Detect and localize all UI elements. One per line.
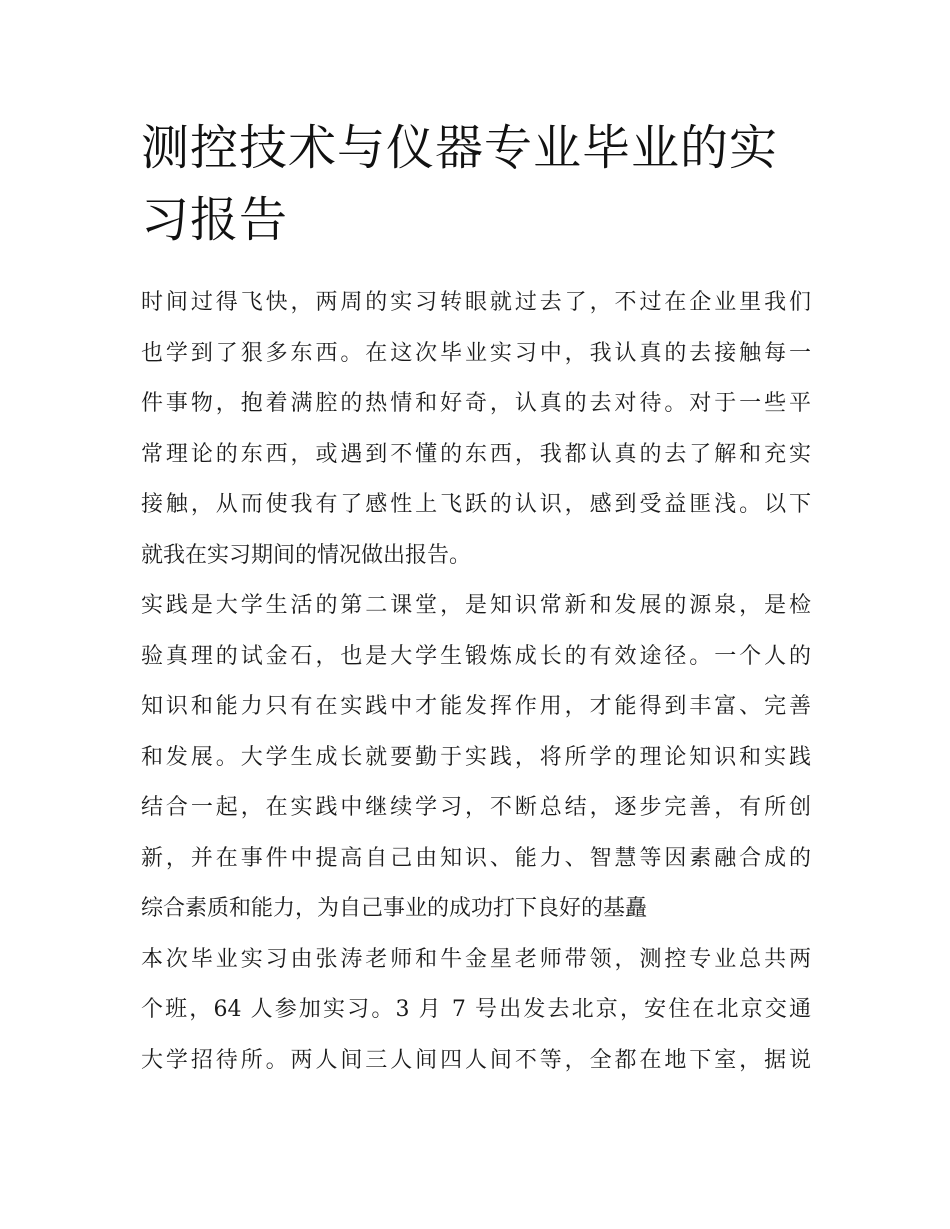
document-content — [141, 112, 811, 1086]
document-body — [141, 278, 811, 1086]
paragraph-line: 大学招待所。两人间三人间四人间不等，全都在地下室，据说 — [141, 1047, 811, 1073]
paragraph-line: 结合一起，在实践中继续学习，不断总结，逐步完善，有所创 — [141, 795, 811, 820]
paragraph-line: 也学到了狠多东西。在这次毕业实习中，我认真的去接触每一 — [141, 340, 811, 366]
paragraph-line: 实践是大学生活的第二课堂，是知识常新和发展的源泉，是检 — [141, 593, 811, 618]
paragraph-line: 新，并在事件中提高自己由知识、能力、智慧等因素融合成的 — [141, 845, 811, 871]
paragraph-1 — [141, 278, 811, 581]
paragraph-line: 件事物，抱着满腔的热情和好奇，认真的去对待。对于一些平 — [141, 391, 811, 416]
paragraph-line: 时间过得飞快，两周的实习转眼就过去了，不过在企业里我们 — [141, 290, 811, 315]
title-line-1: 测控技术与仪器专业毕业的实 — [141, 120, 779, 176]
paragraph-2 — [141, 581, 811, 935]
paragraph-line: 和发展。大学生成长就要勤于实践，将所学的理论知识和实践 — [141, 744, 811, 770]
title-line-2: 习报告 — [141, 192, 289, 248]
document-title — [141, 112, 811, 256]
paragraph-line: 综合素质和能力，为自己事业的成功打下良好的基矗 — [141, 896, 648, 921]
paragraph-line: 个班，64 人参加实习。3 月 7 号出发去北京，安住在北京交通 — [141, 997, 811, 1022]
paragraph-3 — [141, 935, 811, 1087]
paragraph-line: 常理论的东西，或遇到不懂的东西，我都认真的去了解和充实 — [141, 441, 811, 467]
paragraph-line: 本次毕业实习由张涛老师和牛金星老师带领，测控专业总共两 — [141, 946, 811, 972]
paragraph-line: 知识和能力只有在实践中才能发挥作用，才能得到丰富、完善 — [141, 694, 811, 719]
paragraph-line: 接触，从而使我有了感性上飞跃的认识，感到受益匪浅。以下 — [141, 492, 811, 517]
paragraph-line: 验真理的试金石，也是大学生锻炼成长的有效途径。一个人的 — [141, 643, 811, 669]
paragraph-line: 就我在实习期间的情况做出报告。 — [141, 542, 472, 568]
